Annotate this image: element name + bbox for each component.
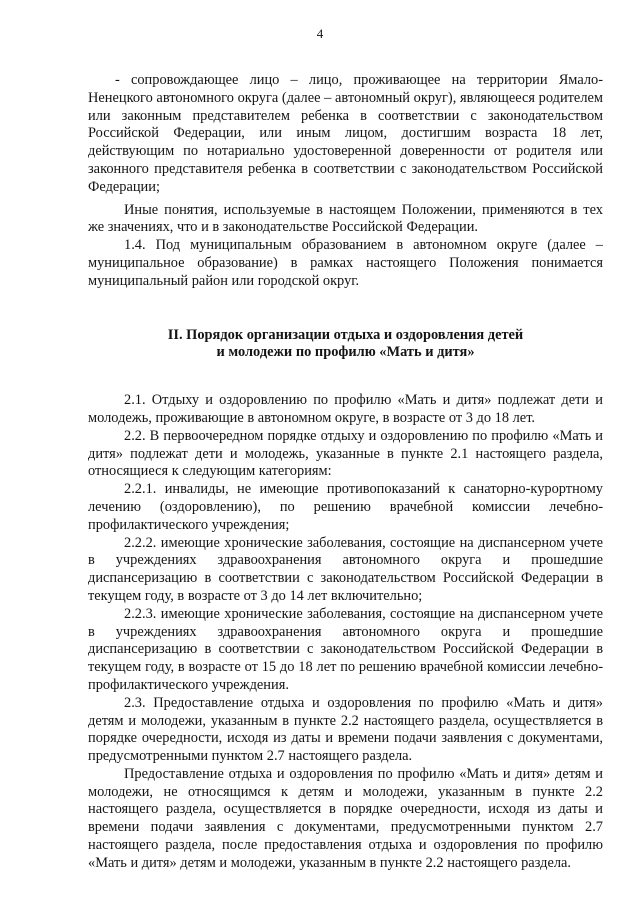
section-heading [88,327,603,363]
section-heading-line-1: II. Порядок организации отдыха и оздоровления детей [167,326,524,343]
paragraph-other-terms: Иные понятия, используемые в настоящем Положении, применяются в тех же значениях, что и в законодательстве Российской Федерации. [88,201,603,236]
paragraph-1-4: 1.4. Под муниципальным образованием в автономном округе (далее – муниципальное образование) в рамках настоящего Положения понимается муниципальный район или городской округ. [88,237,603,289]
paragraph-accompanying-person: - сопровождающее лицо – лицо, проживающее на территории Ямало-Ненецкого автономного округа (далее – автономный округ), являющееся родителем или законным представителем ребенка в соответствии с законодательством Российской Федерации, или иным лицом, достигшим возраста 18 лет, действующим по нотариально удостоверенной доверенности от родителя или законного представителя ребенка в соответствии с законодательством Российской Федерации; [88,72,603,195]
paragraph-2-2-2: 2.2.2. имеющие хронические заболевания, состоящие на диспансерном учете в учреждениях здравоохранения автономного округа и прошедшие диспансеризацию в соответствии с законодательством Российской Федерации в текущем году, в возрасте от 3 до 14 лет включительно; [88,534,603,604]
paragraph-2-2-1: 2.2.1. инвалиды, не имеющие противопоказаний к санаторно-курортному лечению (оздоровлению), по решению врачебной комиссии лечебно-профилактического учреждения; [88,481,603,533]
paragraph-2-2: 2.2. В первоочередном порядке отдыху и оздоровлению по профилю «Мать и дитя» подлежат дети и молодежь, указанные в пункте 2.1 настоящего раздела, относящиеся к следующим категориям: [88,427,603,480]
paragraph-2-1: 2.1. Отдыху и оздоровлению по профилю «Мать и дитя» подлежат дети и молодежь, проживающие в автономном округе, в возрасте от 3 до 18 лет. [88,392,603,426]
page-number: 4 [316,26,324,41]
section-heading-line-2: и молодежи по профилю «Мать и дитя» [216,344,475,361]
paragraph-2-3: 2.3. Предоставление отдыха и оздоровления по профилю «Мать и дитя» детям и молодежи, указанным в пункте 2.2 настоящего раздела, осуществляется в порядке очередности, исходя из даты и времени подачи заявления с документами, предусмотренными пунктом 2.7 настоящего раздела. [88,694,603,765]
paragraph-2-2-3: 2.2.3. имеющие хронические заболевания, состоящие на диспансерном учете в учреждениях здравоохранения автономного округа и прошедшие диспансеризацию в соответствии с законодательством Российской Федерации в текущем году, в возрасте от 15 до 18 лет по решению врачебной комиссии лечебно-профилактического учреждения. [88,605,603,693]
document-body [88,72,603,873]
paragraph-2-3-continued: Предоставление отдыха и оздоровления по профилю «Мать и дитя» детям и молодежи, не относящимся к детям и молодежи, указанным в пункте 2.2 настоящего раздела, осуществляется в порядке очередности, исходя из даты и времени подачи заявления с документами, предусмотренными пунктом 2.7 настоящего раздела, после предоставления отдыха и оздоровления по профилю «Мать и дитя» детям и молодежи, указанным в пункте 2.2 настоящего раздела. [88,765,603,871]
